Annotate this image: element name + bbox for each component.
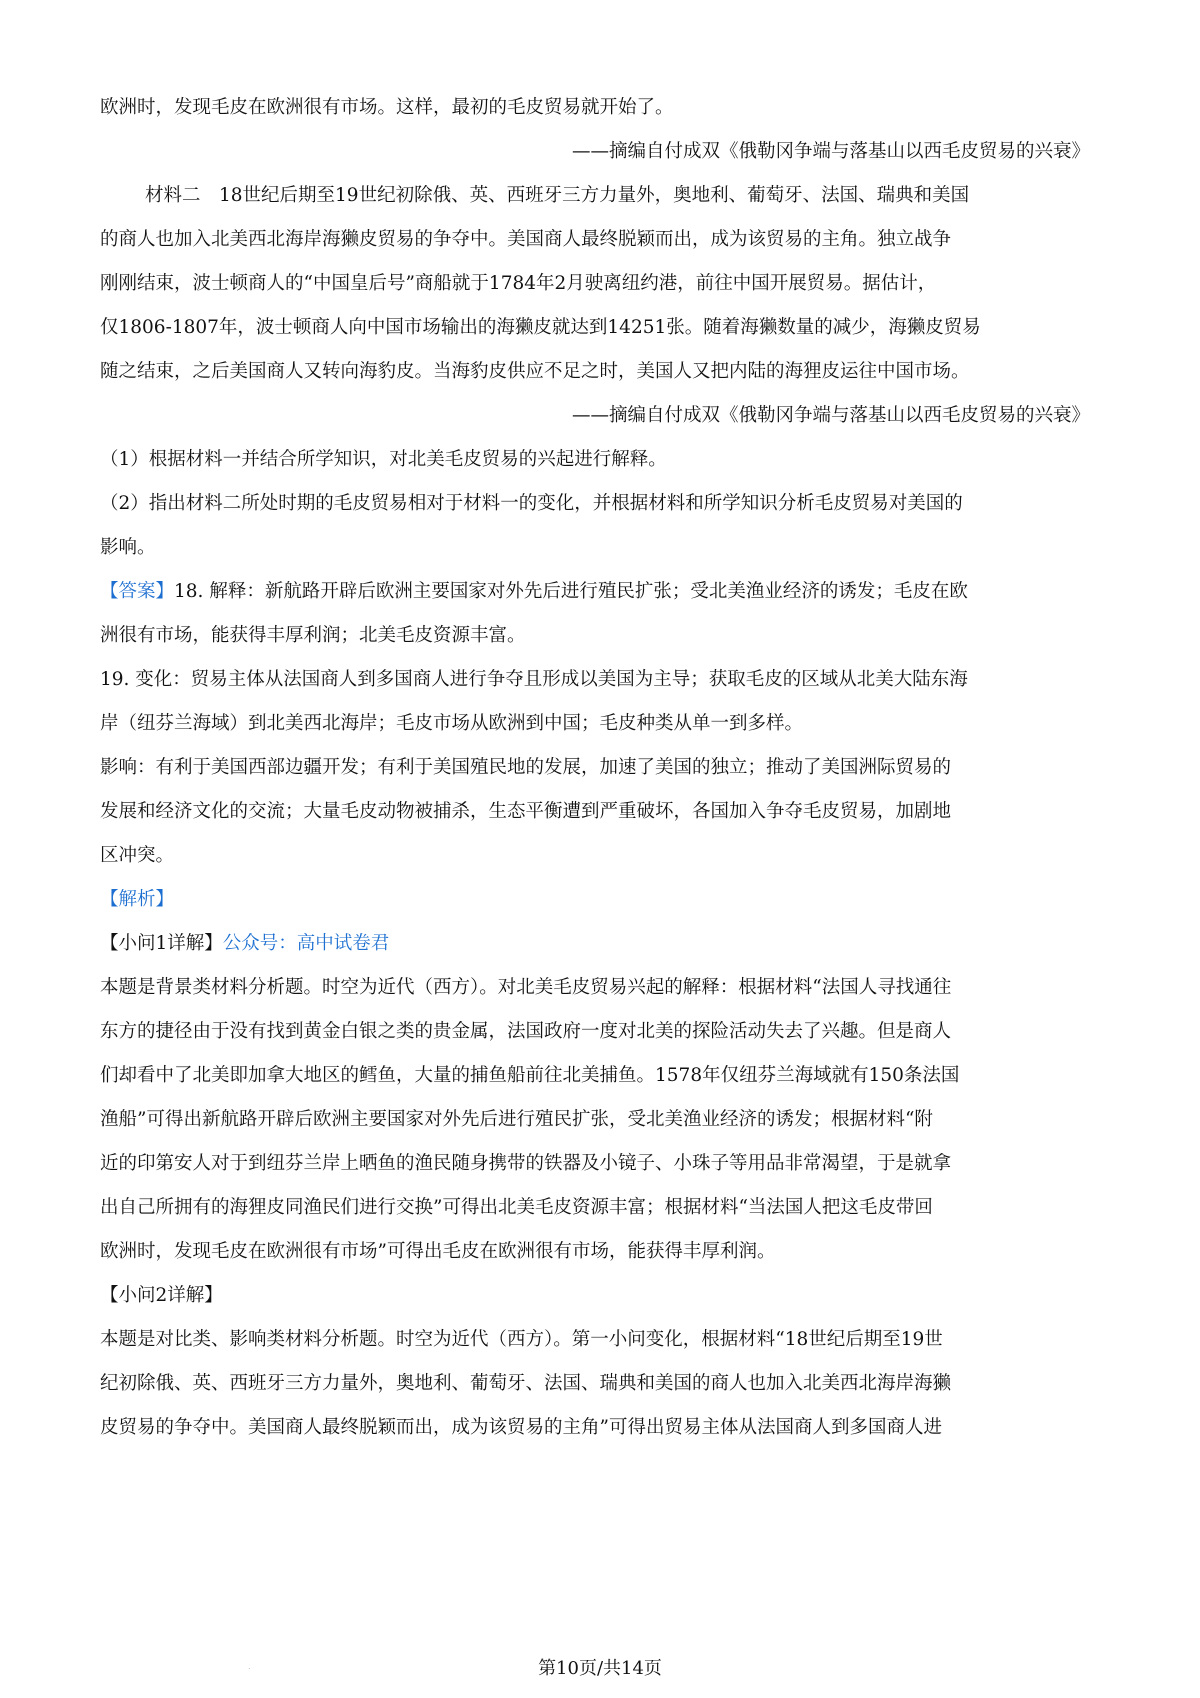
subquestion-2-heading: 【小问2详解】 (100, 1285, 223, 1306)
text-line: 的商人也加入北美西北海岸海獭皮贸易的争夺中。美国商人最终脱颖而出，成为该贸易的主角。独立战争 (100, 229, 952, 250)
text-line: 出自己所拥有的海狸皮同渔民们进行交换”可得出北美毛皮资源丰富；根据材料“当法国人把这毛皮带回 (100, 1197, 933, 1218)
question-2: （2）指出材料二所处时期的毛皮贸易相对于材料一的变化，并根据材料和所学知识分析毛皮贸易对美国的 (100, 493, 963, 514)
text-line: 19. 变化：贸易主体从法国商人到多国商人进行争夺且形成以美国为主导；获取毛皮的区域从北美大陆东海 (100, 669, 968, 690)
text-line: 材料二 18世纪后期至19世纪初除俄、英、西班牙三方力量外，奥地利、葡萄牙、法国、瑞典和美国 (145, 185, 970, 206)
answer-label: 【答案】 (100, 581, 175, 602)
source-citation: ——摘编自付成双《俄勒冈争端与落基山以西毛皮贸易的兴衰》 (571, 141, 1090, 162)
text-line: 们却看中了北美即加拿大地区的鳕鱼，大量的捕鱼船前往北美捕鱼。1578年仅纽芬兰海域就有150条法国 (100, 1065, 960, 1086)
text-line: 本题是对比类、影响类材料分析题。时空为近代（西方）。第一小问变化，根据材料“18世纪后期至19世 (100, 1329, 943, 1350)
subquestion-label: 【小问1详解】 (100, 933, 223, 954)
question-1: （1）根据材料一并结合所学知识，对北美毛皮贸易的兴起进行解释。 (100, 449, 667, 470)
analysis-label: 【解析】 (100, 889, 175, 910)
page-number: 第10页/共14页 (538, 1658, 662, 1679)
text-line: 发展和经济文化的交流；大量毛皮动物被捕杀，生态平衡遭到严重破坏，各国加入争夺毛皮贸易，加剧地 (100, 801, 952, 822)
text-line: 欧洲时，发现毛皮在欧洲很有市场。这样，最初的毛皮贸易就开始了。 (100, 97, 674, 118)
text-line: 影响。 (100, 537, 156, 558)
answer-text: 18. 解释：新航路开辟后欧洲主要国家对外先后进行殖民扩张；受北美渔业经济的诱发；毛皮在欧 (174, 581, 968, 602)
watermark-text: 公众号：高中试卷君 (222, 933, 390, 954)
answer-line (100, 570, 1100, 614)
text-line: 仅1806-1807年，波士顿商人向中国市场输出的海獭皮就达到14251张。随着海獭数量的减少，海獭皮贸易 (100, 317, 981, 338)
text-line: 皮贸易的争夺中。美国商人最终脱颖而出，成为该贸易的主角”可得出贸易主体从法国商人到多国商人进 (100, 1417, 942, 1438)
text-line: 岸（纽芬兰海域）到北美西北海岸；毛皮市场从欧洲到中国；毛皮种类从单一到多样。 (100, 713, 804, 734)
text-line: 渔船”可得出新航路开辟后欧洲主要国家对外先后进行殖民扩张，受北美渔业经济的诱发；根据材料“附 (100, 1109, 933, 1130)
text-line: 影响：有利于美国西部边疆开发；有利于美国殖民地的发展，加速了美国的独立；推动了美国洲际贸易的 (100, 757, 952, 778)
text-line: 本题是背景类材料分析题。时空为近代（西方）。对北美毛皮贸易兴起的解释：根据材料“法国人寻找通往 (100, 977, 952, 998)
text-line: 刚刚结束，波士顿商人的“中国皇后号”商船就于1784年2月驶离纽约港，前往中国开展贸易。据估计， (100, 273, 937, 294)
text-line: 欧洲时，发现毛皮在欧洲很有市场”可得出毛皮在欧洲很有市场，能获得丰厚利润。 (100, 1241, 776, 1262)
scan-dot: . (248, 1662, 251, 1671)
text-line: 纪初除俄、英、西班牙三方力量外，奥地利、葡萄牙、法国、瑞典和美国的商人也加入北美西北海岸海獭 (100, 1373, 952, 1394)
text-line: 随之结束，之后美国商人又转向海豹皮。当海豹皮供应不足之时，美国人又把内陆的海狸皮运往中国市场。 (100, 361, 970, 382)
text-line: 东方的捷径由于没有找到黄金白银之类的贵金属，法国政府一度对北美的探险活动失去了兴趣。但是商人 (100, 1021, 952, 1042)
text-line: 洲很有市场，能获得丰厚利润；北美毛皮资源丰富。 (100, 625, 526, 646)
text-line: 区冲突。 (100, 845, 175, 866)
subquestion-1-heading (100, 922, 1100, 966)
source-citation: ——摘编自付成双《俄勒冈争端与落基山以西毛皮贸易的兴衰》 (571, 405, 1090, 426)
text-line: 近的印第安人对于到纽芬兰岸上晒鱼的渔民随身携带的铁器及小镜子、小珠子等用品非常渴望，于是就拿 (100, 1153, 952, 1174)
